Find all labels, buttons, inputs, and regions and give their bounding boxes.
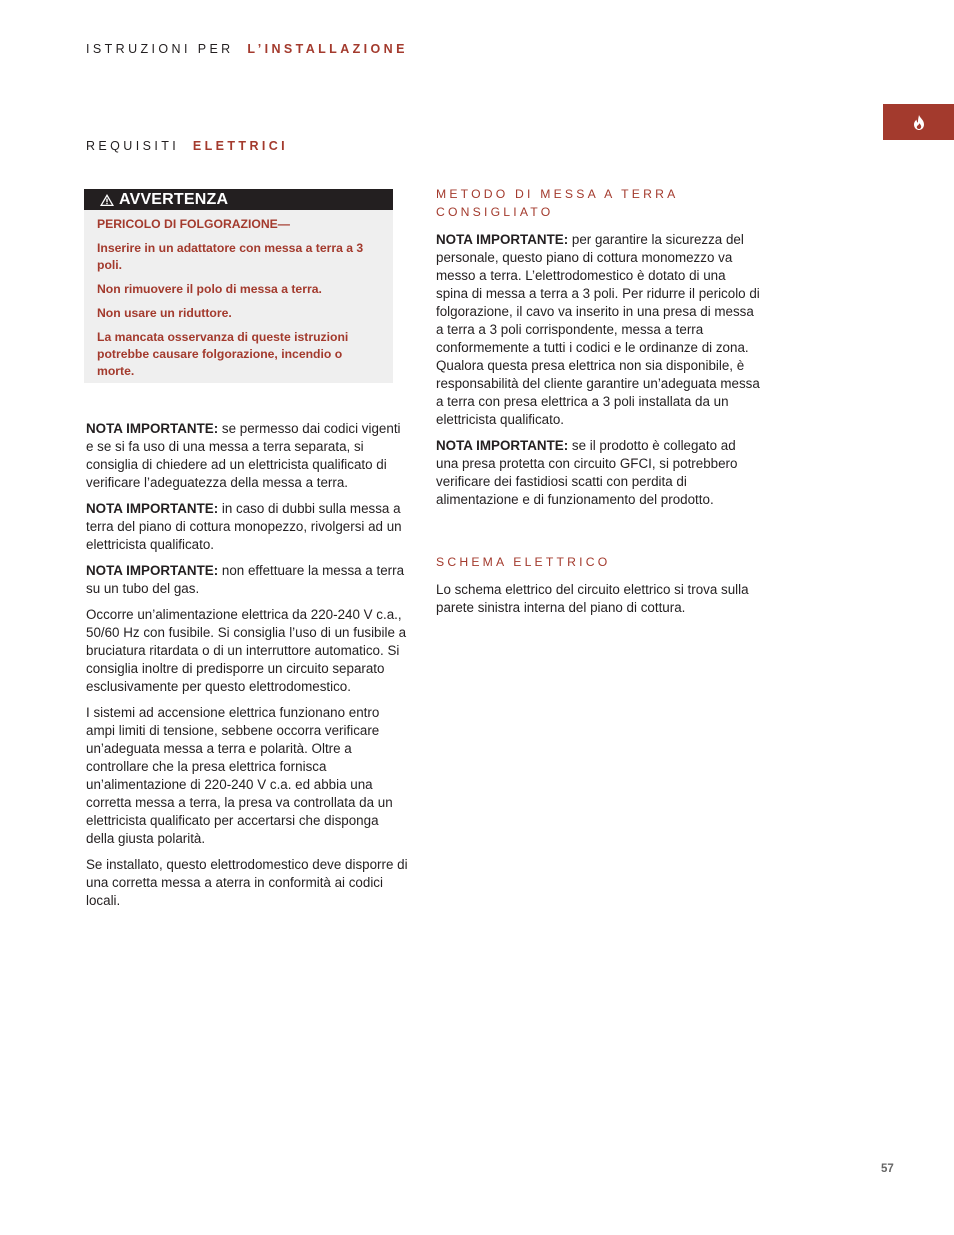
grounding-section-title: METODO DI MESSA A TERRA CONSIGLIATO: [436, 187, 678, 219]
note-label: NOTA IMPORTANTE:: [86, 563, 219, 578]
schema-text: Lo schema elettrico del circuito elettrico si trova sulla parete sinistra interna del piano di cottura.: [436, 582, 749, 615]
note-paragraph: [436, 437, 761, 509]
left-column: [86, 420, 408, 918]
note-text: se permesso dai codici vigenti e se si fa uso di una messa a terra separata, si consiglia di chiedere ad un elettricista qualificato di verificare l’adeguatezza della messa a terra.: [86, 421, 401, 490]
warning-box: [84, 189, 393, 383]
note-paragraph: [86, 562, 408, 598]
right-column-schema: [436, 581, 761, 625]
section-title: [86, 139, 288, 153]
note-label: NOTA IMPORTANTE:: [86, 421, 219, 436]
warning-triangle-icon: [100, 194, 114, 206]
note-text: non effettuare la messa a terra su un tubo del gas.: [86, 563, 405, 596]
warning-line: Non usare un riduttore.: [97, 306, 232, 320]
page-number: 57: [881, 1163, 894, 1175]
warning-line: Non rimuovere il polo di messa a terra.: [97, 282, 322, 296]
header-highlight: L’INSTALLAZIONE: [247, 42, 408, 56]
warning-line: Inserire in un adattatore con messa a terra a 3 poli.: [97, 241, 364, 272]
body-paragraph: Se installato, questo elettrodomestico deve disporre di una corretta messa a aterra in conformità ai codici locali.: [86, 857, 408, 908]
note-label: NOTA IMPORTANTE:: [86, 501, 219, 516]
schema-section-title: SCHEMA ELETTRICO: [436, 555, 611, 569]
note-text: in caso di dubbi sulla messa a terra del piano di cottura monopezzo, rivolgersi ad un elettricista qualificato.: [86, 501, 402, 552]
note-paragraph: [436, 231, 761, 429]
section-tab: [883, 104, 954, 140]
note-label: NOTA IMPORTANTE:: [436, 232, 569, 247]
body-paragraph: I sistemi ad accensione elettrica funzionano entro ampi limiti di tensione, sebbene occorra verificare un’adeguata messa a terra e polarità. Oltre a controllare che la presa elettrica fornisca un’alimentazione di 220-240 V c.a. ed abbia una corretta messa a terra, la presa va controllata da un elettricista qualificato per accertarsi che disponga della giusta polarità.: [86, 705, 393, 846]
running-header: [86, 42, 408, 56]
warning-title: AVVERTENZA: [119, 190, 229, 208]
note-text: per garantire la sicurezza del personale, questo piano di cottura monomezzo va messo a terra. L’elettrodomestico è dotato di una spina di messa a terra a 3 poli. Per ridurre il pericolo di folgorazione, il cavo va inserito in una presa di messa a terra a 3 poli corrispondente, messa a terra conformemente a tutti i codici e le ordinanze di zona. Qualora questa presa elettrica non sia disponibile, è responsabilità del cliente garantire un’adeguata messa a terra con presa elettrica a 3 poli installata da un elettricista qualificato.: [436, 232, 760, 427]
note-label: NOTA IMPORTANTE:: [436, 438, 569, 453]
warning-line: PERICOLO DI FOLGORAZIONE—: [97, 217, 290, 231]
warning-title-bar: [84, 189, 393, 210]
note-paragraph: [86, 420, 408, 492]
right-column-grounding: [436, 231, 761, 517]
section-highlight: ELETTRICI: [192, 139, 289, 153]
warning-line: La mancata osservanza di queste istruzioni potrebbe causare folgorazione, incendio o morte.: [97, 330, 349, 378]
note-text: se il prodotto è collegato ad una presa protetta con circuito GFCI, si potrebbero verificare dei fastidiosi scatti con perdita di alimentazione e di funzionamento del prodotto.: [436, 438, 738, 507]
warning-body: [84, 210, 393, 380]
section-prefix: REQUISITI: [86, 139, 180, 153]
body-paragraph: Occorre un’alimentazione elettrica da 220-240 V c.a., 50/60 Hz con fusibile. Si consiglia l’uso di un fusibile a bruciatura ritardata o di un interruttore automatico. Si consiglia inoltre di predisporre un circuito separato esclusivamente per questo elettrodomestico.: [86, 607, 407, 694]
flame-icon: [913, 115, 925, 130]
note-paragraph: [86, 500, 408, 554]
header-prefix: ISTRUZIONI PER: [86, 42, 234, 56]
